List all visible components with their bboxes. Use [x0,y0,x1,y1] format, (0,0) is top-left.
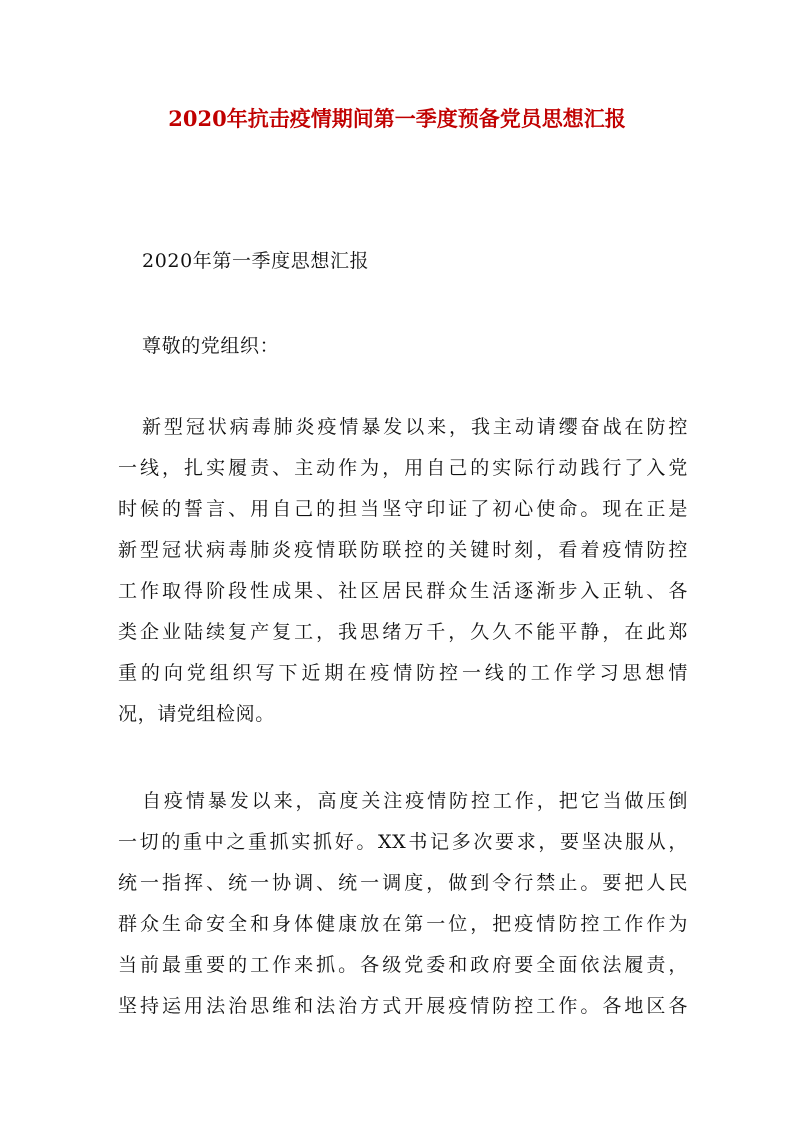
paragraph-line: 当前最重要的工作来抓。各级党委和政府要全面依法履责， [118,954,688,976]
paragraph-line: 工作取得阶段性成果、社区居民群众生活逐渐步入正轨、各 [118,580,688,602]
paragraph-line: 重的向党组织写下近期在疫情防控一线的工作学习思想情 [118,662,688,684]
paragraph-line: 新型冠状病毒肺炎疫情暴发以来，我主动请缨奋战在防控 [142,416,688,438]
document-title: 2020年抗击疫情期间第一季度预备党员思想汇报 [168,106,626,131]
paragraph-line: 坚持运用法治思维和法治方式开展疫情防控工作。各地区各 [118,995,688,1017]
paragraph-line: 时候的誓言、用自己的担当坚守印证了初心使命。现在正是 [118,498,688,520]
paragraph-line: 群众生命安全和身体健康放在第一位，把疫情防控工作作为 [118,913,688,935]
paragraph-line: 自疫情暴发以来，高度关注疫情防控工作，把它当做压倒 [142,790,688,812]
paragraph-line: 一切的重中之重抓实抓好。XX书记多次要求，要坚决服从， [118,831,688,853]
paragraph-line: 况，请党组检阅。 [118,703,275,725]
paragraph-line: 一线，扎实履责、主动作为，用自己的实际行动践行了入党 [118,457,688,479]
salutation: 尊敬的党组织： [142,335,280,357]
paragraph-line: 统一指挥、统一协调、统一调度，做到令行禁止。要把人民 [118,872,688,894]
paragraph-line: 新型冠状病毒肺炎疫情联防联控的关键时刻，看着疫情防控 [118,539,688,561]
paragraph-line: 类企业陆续复产复工，我思绪万千，久久不能平静，在此郑 [118,621,688,643]
subtitle: 2020年第一季度思想汇报 [142,250,370,272]
